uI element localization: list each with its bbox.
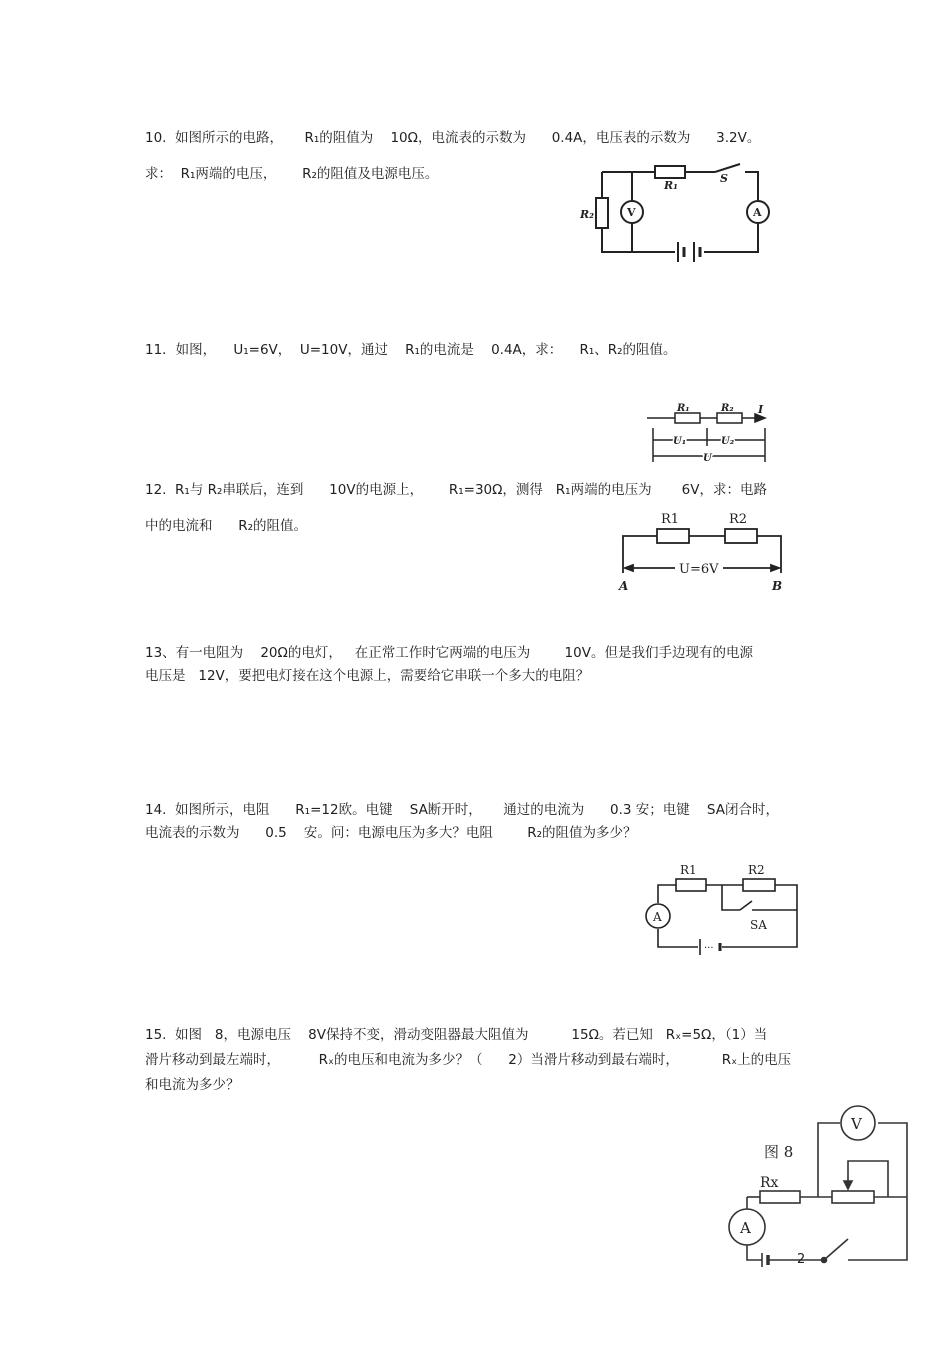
rx-label: Rx xyxy=(760,1175,779,1191)
r2-label: R2 xyxy=(748,863,765,877)
problem-15-line-2: 滑片移动到最左端时， Rₓ的电压和电流为多少？（ 2）当滑片移动到最右端时， Rₓ上的电压 xyxy=(145,1052,792,1068)
r1-label: R1 xyxy=(661,512,680,527)
ammeter-label: A xyxy=(753,206,762,219)
r1-label: R1 xyxy=(680,863,697,877)
problem-12-line-1: 12. R₁与 R₂串联后，连到 10V的电源上， R₁=30Ω，测得 R₁两端的电压为 6V，求：电路 xyxy=(145,482,767,498)
circuit-figure-15 xyxy=(720,1105,915,1275)
voltmeter-label: V xyxy=(627,206,636,219)
r2-label: R₂ xyxy=(580,208,594,221)
page-number: 2 xyxy=(797,1252,806,1267)
problem-12-line-2: 中的电流和 R₂的阻值。 xyxy=(145,518,308,534)
circuit-figure-10 xyxy=(580,160,780,270)
switch-sa-label: SA xyxy=(750,918,767,932)
u1-label: U₁ xyxy=(673,436,687,447)
problem-10-line-1: 10. 如图所示的电路， R₁的阻值为 10Ω，电流表的示数为 0.4A，电压表的示数为 3.2V。 xyxy=(145,130,761,146)
circuit-figure-14 xyxy=(640,855,805,960)
ammeter-label: A xyxy=(653,910,662,924)
u-label: U xyxy=(703,453,712,464)
circuit-figure-12 xyxy=(615,505,790,595)
switch-label: S xyxy=(720,172,728,185)
problem-11-line-1: 11．如图， U₁=6V， U=10V，通过 R₁的电流是 0.4A，求： R₁、R₂的阻值。 xyxy=(145,342,677,358)
problem-14-line-2: 电流表的示数为 0.5 安。问：电源电压为多大？电阻 R₂的阻值为多少？ xyxy=(145,825,637,841)
voltage-label: U=6V xyxy=(679,562,719,577)
problem-14-line-1: 14. 如图所示，电阻 R₁=12欧。电键 SA断开时， 通过的电流为 0.3 安；电键 SA闭合时， xyxy=(145,802,779,818)
figure-title: 图 8 xyxy=(764,1143,794,1161)
ammeter-label: A xyxy=(740,1219,751,1237)
voltmeter-label: V xyxy=(851,1115,862,1133)
problem-13-line-2: 电压是 12V，要把电灯接在这个电源上，需要给它串联一个多大的电阻？ xyxy=(145,668,590,684)
problem-13-line-1: 13、有一电阻为 20Ω的电灯， 在正常工作时它两端的电压为 10V。但是我们手边现有的电源 xyxy=(145,645,753,661)
point-a-label: A xyxy=(619,579,629,593)
r1-label: R₁ xyxy=(664,179,678,192)
circuit-figure-11 xyxy=(645,400,775,465)
problem-15-line-3: 和电流为多少？ xyxy=(145,1077,240,1093)
point-b-label: B xyxy=(772,579,783,593)
problem-15-line-1: 15. 如图 8，电源电压 8V保持不变，滑动变阻器最大阻值为 15Ω。若已知 Rₓ=5Ω，（1）当 xyxy=(145,1027,768,1043)
battery-dots: ··· xyxy=(704,943,714,954)
current-label: I xyxy=(758,403,764,416)
u2-label: U₂ xyxy=(721,436,735,447)
r1-label: R₁ xyxy=(677,403,690,414)
r2-label: R2 xyxy=(729,512,748,527)
problem-10-line-2: 求： R₁两端的电压， R₂的阻值及电源电压。 xyxy=(145,166,439,182)
r2-label: R₂ xyxy=(721,403,734,414)
